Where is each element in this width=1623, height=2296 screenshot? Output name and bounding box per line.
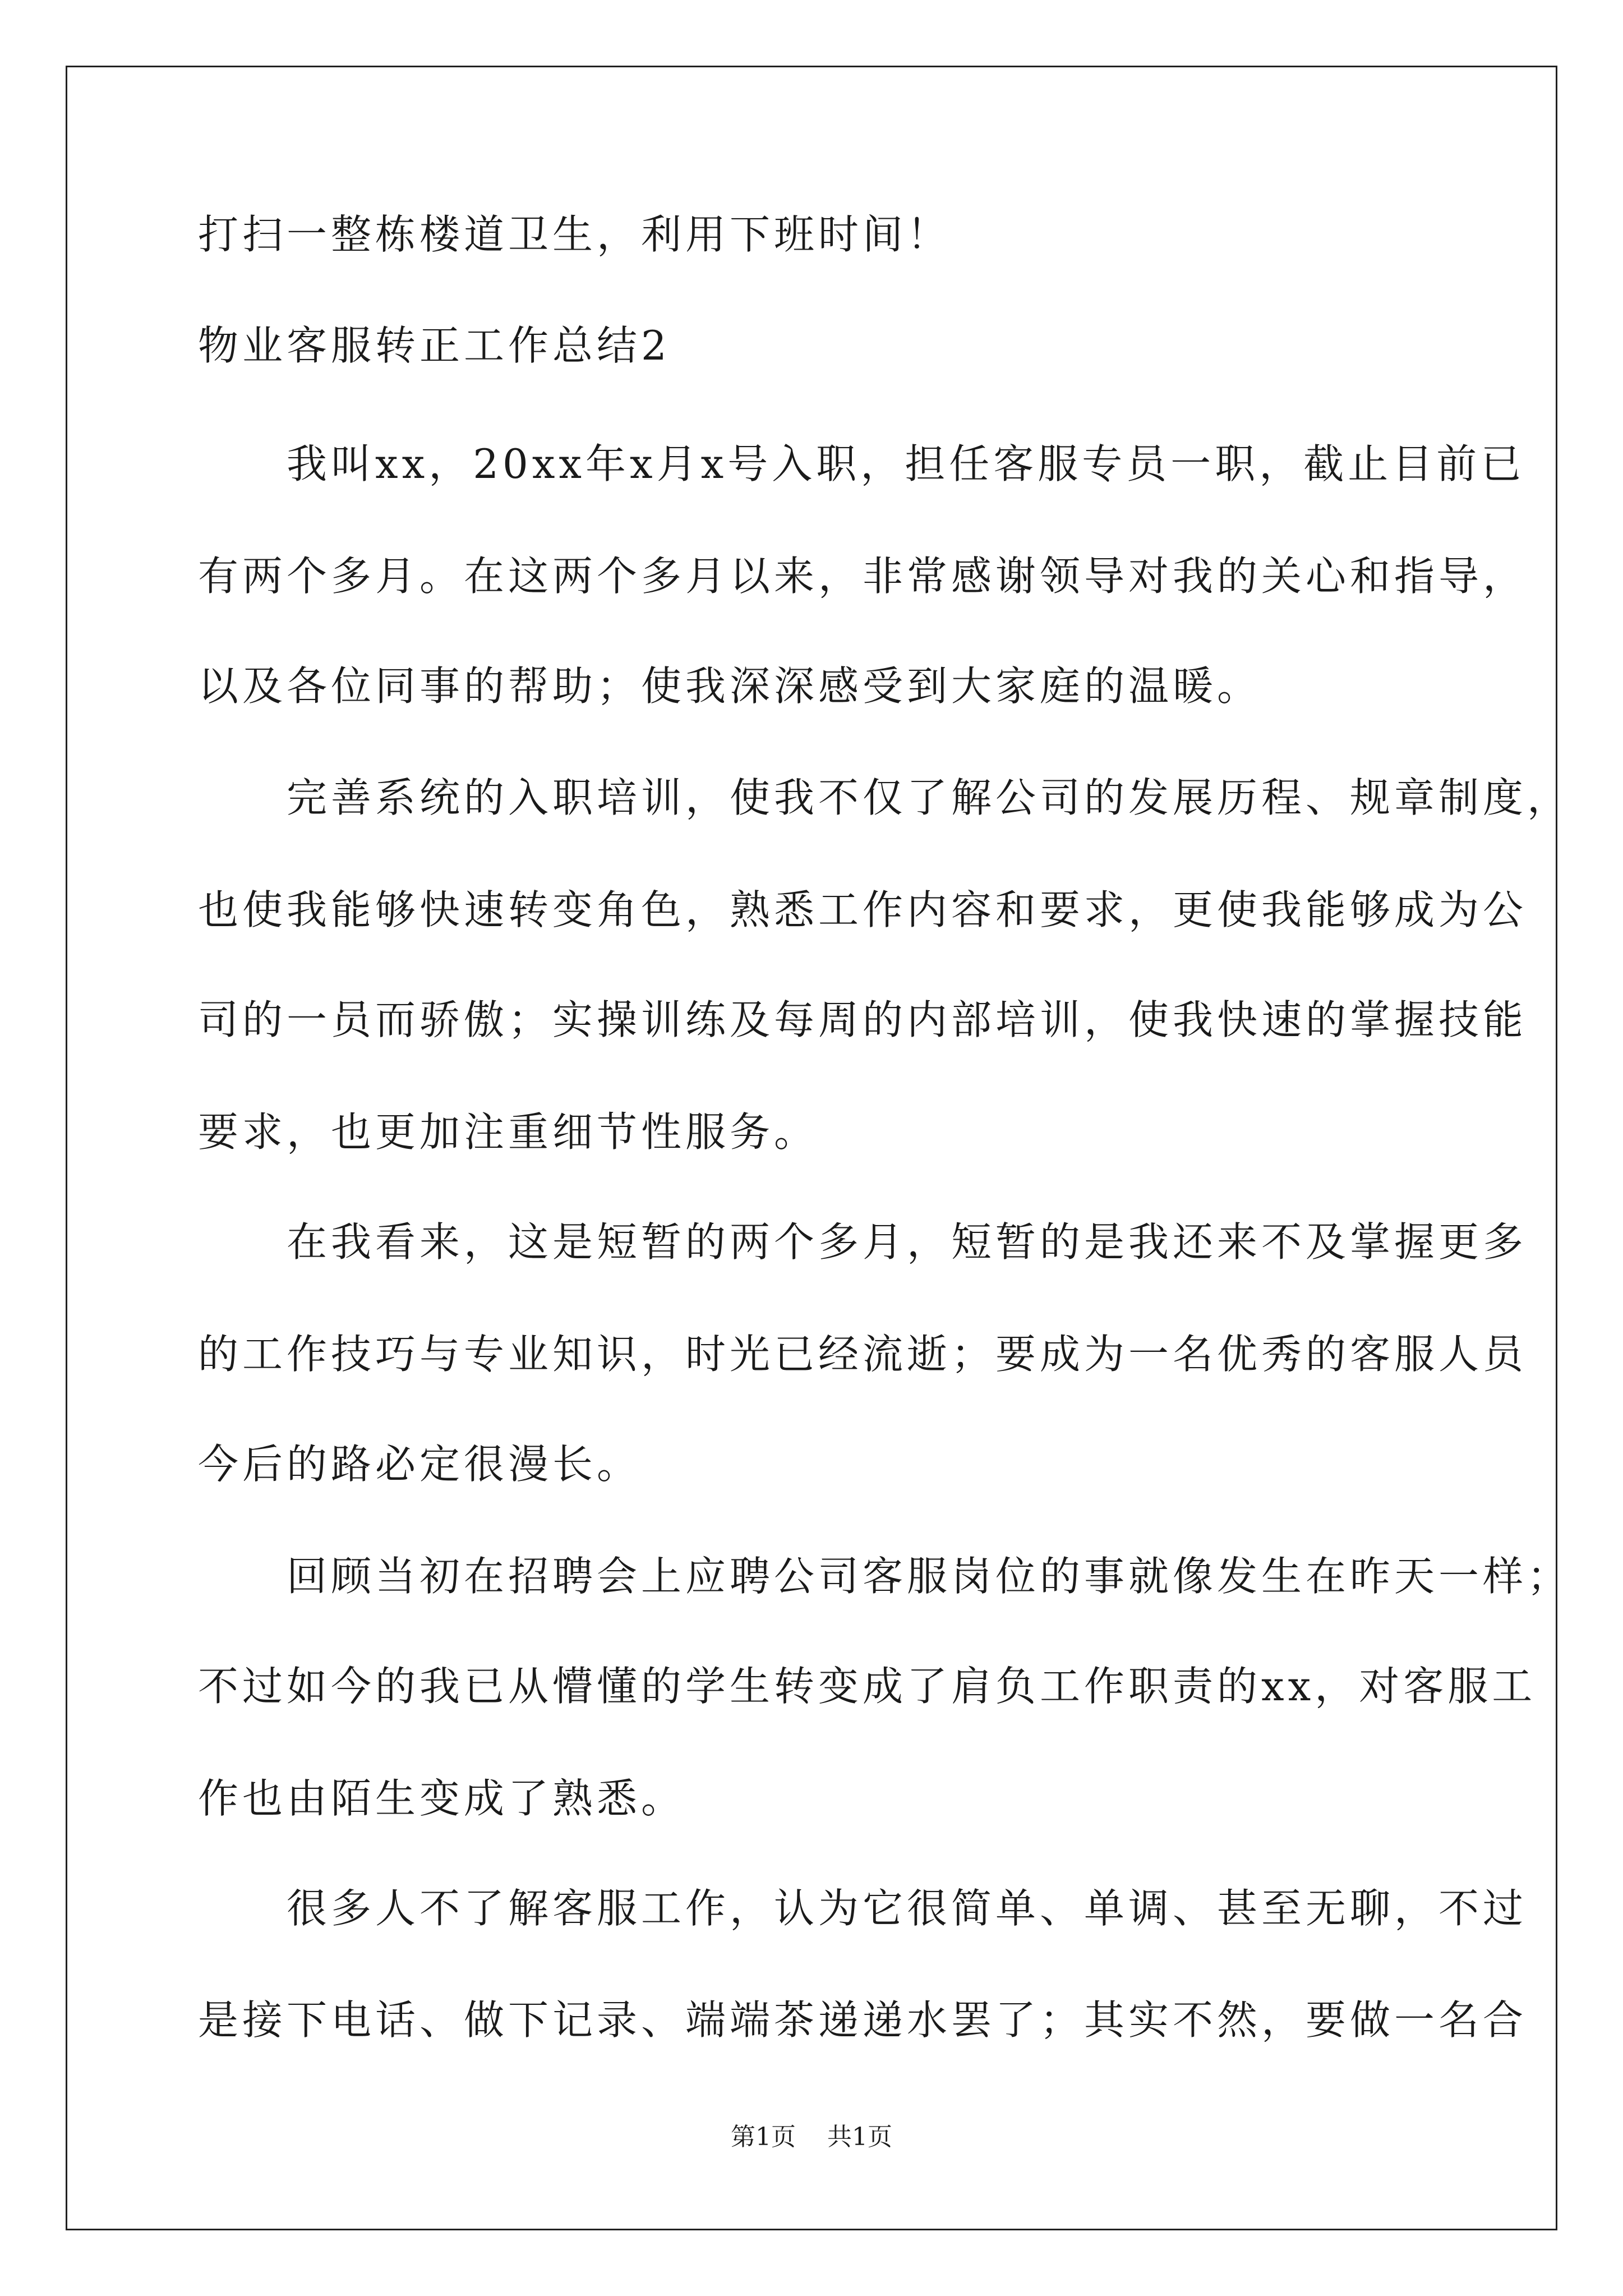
- text-line: 以及各位同事的帮助；使我深深感受到大家庭的温暖。: [198, 662, 1262, 710]
- text-line: 有两个多月。在这两个多月以来，非常感谢领导对我的关心和指导，: [198, 553, 1528, 600]
- page-total: 共1页: [827, 2123, 892, 2151]
- text-line: 是接下电话、做下记录、端端茶递递水罢了；其实不然，要做一名合: [198, 1996, 1528, 2044]
- page-number: 第1页: [731, 2123, 796, 2151]
- text-line: 作也由陌生变成了熟悉。: [198, 1775, 686, 1822]
- text-line: 今后的路必定很漫长。: [198, 1441, 642, 1488]
- text-line: 很多人不了解客服工作，认为它很简单、单调、甚至无聊，不过: [198, 1885, 1528, 1932]
- text-line: 要求，也更加注重细节性服务。: [198, 1108, 819, 1156]
- page-footer: [0, 2120, 1623, 2154]
- text-line: 回顾当初在招聘会上应聘公司客服岗位的事就像发生在昨天一样；: [198, 1553, 1572, 1600]
- text-line: 打扫一整栋楼道卫生，利用下班时间！: [198, 211, 952, 258]
- text-line: 在我看来，这是短暂的两个多月，短暂的是我还来不及掌握更多: [198, 1218, 1528, 1266]
- text-line: 司的一员而骄傲；实操训练及每周的内部培训，使我快速的掌握技能: [198, 996, 1528, 1043]
- text-line: 我叫xx，20xx年x月x号入职，担任客服专员一职，截止目前已: [198, 440, 1525, 487]
- text-line: 完善系统的入职培训，使我不仅了解公司的发展历程、规章制度，: [198, 774, 1572, 821]
- section-heading: 物业客服转正工作总结2: [198, 322, 671, 369]
- text-line: 不过如今的我已从懵懂的学生转变成了肩负工作职责的xx，对客服工: [198, 1663, 1537, 1710]
- text-line: 也使我能够快速转变角色，熟悉工作内容和要求，更使我能够成为公: [198, 886, 1528, 933]
- text-line: 的工作技巧与专业知识，时光已经流逝；要成为一名优秀的客服人员: [198, 1331, 1528, 1378]
